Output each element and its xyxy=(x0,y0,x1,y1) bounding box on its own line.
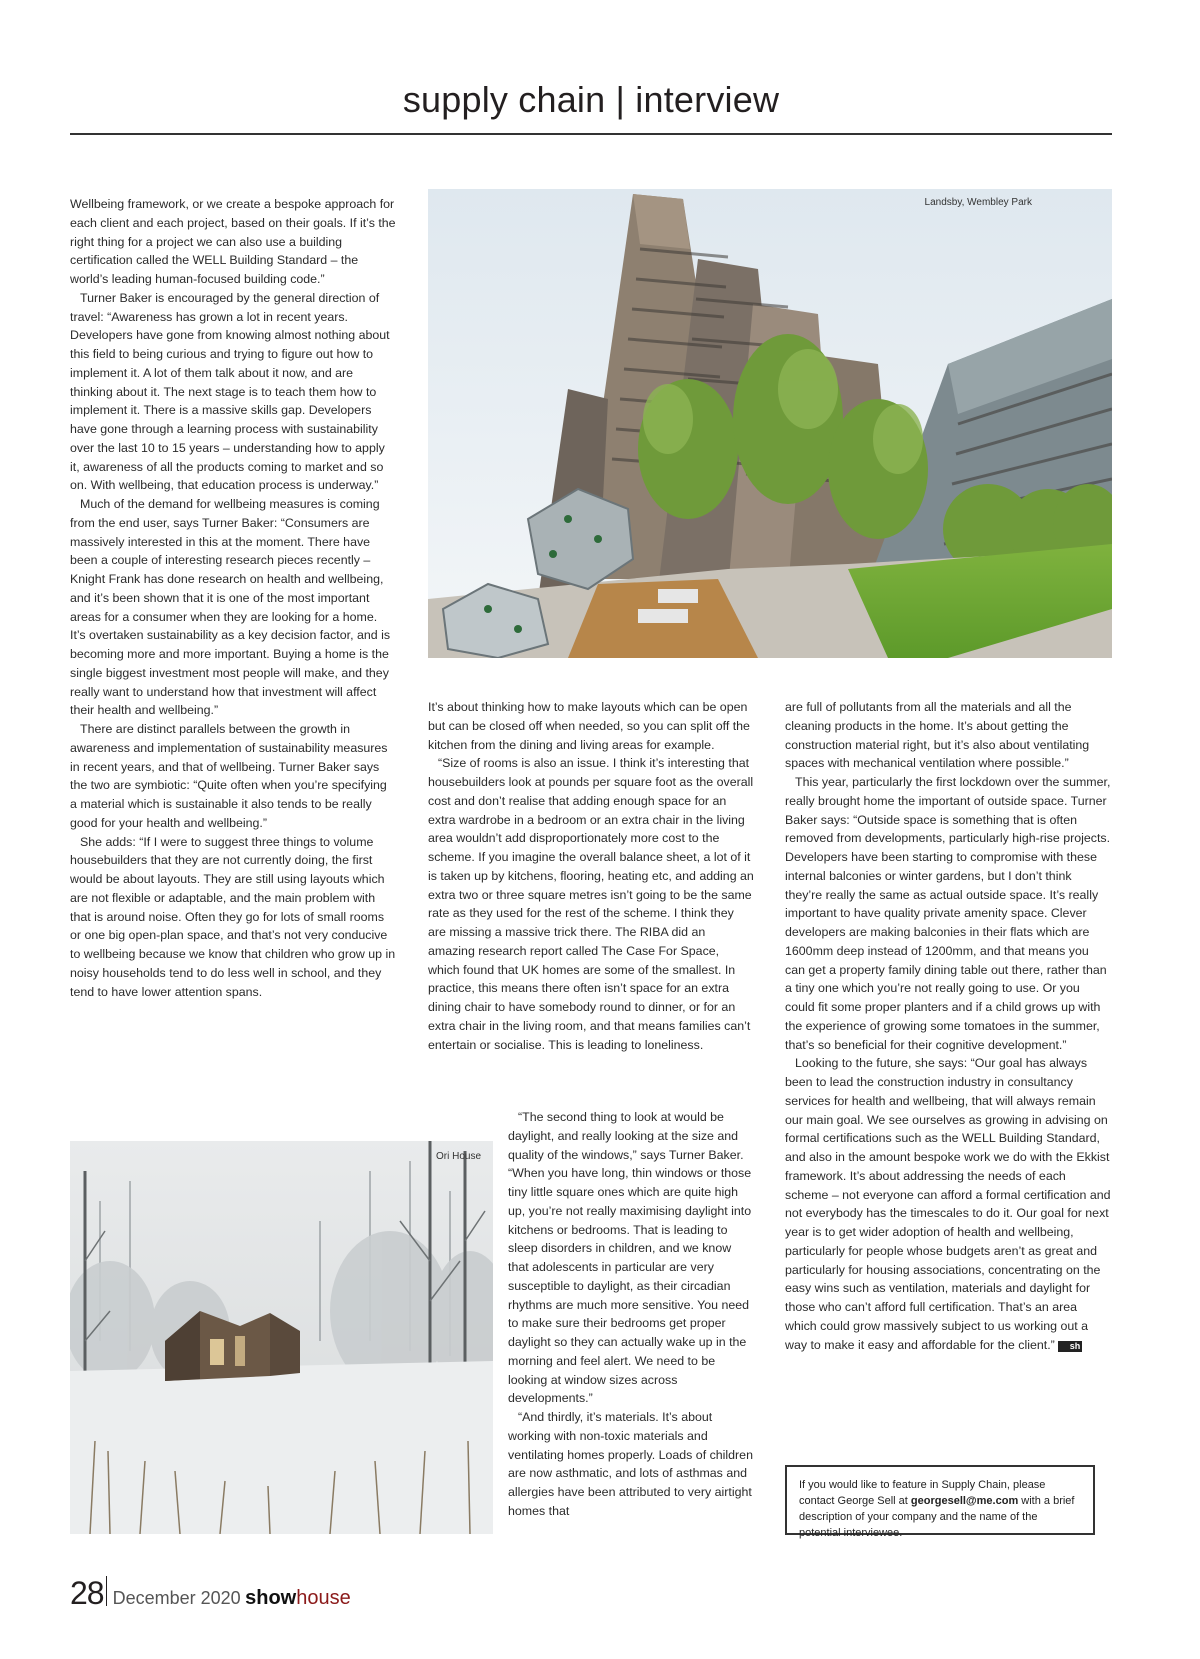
footer-divider xyxy=(106,1576,107,1606)
contact-email[interactable]: georgesell@me.com xyxy=(910,1495,1019,1507)
landsby-wembley-park-photo xyxy=(428,189,1112,658)
col1-paragraph: There are distinct parallels between the growth in awareness and implementation of sustainability measures in recent years, and that of wellbeing. Turner Baker says the two are symbiotic: “Quite often when you’re specifying a material which is sustainable it also tends to be really good for your health and wellbeing.” xyxy=(70,722,388,830)
col3-closing-text: Looking to the future, she says: “Our goal has always been to lead the construction industry in consultancy services for health and wellbeing, that will always remain our main goal. We see ourselves as growing in advising on formal certifications such as the WELL Building Standard, and also in the amount bespoke work we do with the Ekkist framework. It’s about addressing the needs of each scheme – not everyone can afford a formal certification and not everybody has the timescales to do it. Our goal for next year is to get wider adoption of health and wellbeing, particularly for people whose budgets aren’t as great and particularly for housing associations, concentrating on the easy wins such as ventilation, materials and daylight for those who can’t afford full certification. That’s an area which could grow massively subject to us working out a way to make it easy and affordable for the client.” xyxy=(785,1056,1111,1352)
column-3 xyxy=(785,698,1112,1354)
col3-paragraph: This year, particularly the first lockdown over the summer, really brought home the important of outside space. Turner Baker says: “Outside space is something that is often removed from developments, particularly high-rise projects. Developers have been starting to compromise with these internal balconies or winter gardens, but I don’t think they’re really the same as actual outside space. It’s really important to have quality private amenity space. Clever developers are making balconies in their flats which are 1600mm deep instead of 1200mm, and that means you can get a property family dining table out there, rather than a tiny one which you’re not really going to use. Or you could fit some proper planters and if a child grows up with the experience of growing some tomatoes in the summer, that’s so beneficial for their cognitive development.” xyxy=(785,775,1111,1052)
caption-landsby: Landsby, Wembley Park xyxy=(924,197,1032,208)
contact-info-box xyxy=(785,1465,1095,1539)
column-1 xyxy=(70,195,396,1001)
page-number: 28 xyxy=(70,1575,104,1611)
caption-ori-house: Ori House xyxy=(435,1151,481,1162)
header-rule xyxy=(70,133,1112,135)
brand-show: show xyxy=(245,1587,297,1609)
issue-date: December 2020 xyxy=(112,1588,241,1608)
landsby-illustration xyxy=(428,189,1112,658)
ori-house-photo xyxy=(70,1141,493,1534)
col2-paragraph: It’s about thinking how to make layouts which can be open but can be closed off when needed, so you can split off the kitchen from the dining and living areas for example. xyxy=(428,700,750,752)
col3-paragraph xyxy=(785,1054,1112,1354)
col2-paragraph: “Size of rooms is also an issue. I think it’s interesting that housebuilders look at pounds per square foot as the overall cost and don’t realise that adding enough space for an extra wardrobe in a bedroom or an extra chair in the living area wouldn’t add disproportionately more cost to the scheme. If you imagine the overall balance sheet, a lot of it is taken up by kitchens, flooring, heating etc, and adding an extra two or three square metres isn’t going to be the same rate as they used for the rest of the scheme. I think they are missing a massive trick there. The RIBA did an amazing research report called The Case For Space, which found that UK homes are some of the smallest. In practice, this means there often isn’t space for an extra dining chair to have somebody round to dinner, or for an extra chair in the living room, and that means families can’t entertain or socialise. This is leading to loneliness. xyxy=(428,756,754,1052)
page-footer xyxy=(70,1575,351,1615)
col1-paragraph: Turner Baker is encouraged by the general direction of travel: “Awareness has grown a lot in recent years. Developers have gone from knowing almost nothing about this field to being curious and trying to figure out how to implement it. A lot of them talk about it now, and are thinking about it. The next stage is to teach them how to implement it. There is a massive skills gap. Developers have gone through a learning process with sustainability over the last 10 to 15 years – understanding how to apply it, awareness of all the products coming to market and so on. With wellbeing, that education process is underway.” xyxy=(70,290,390,493)
end-mark: sh xyxy=(1058,1341,1083,1352)
ori-house-illustration xyxy=(70,1141,493,1534)
brand-house: house xyxy=(296,1587,351,1609)
col1-paragraph: Much of the demand for wellbeing measures is coming from the end user, says Turner Baker: “Consumers are massively interested in this at the moment. There have been a couple of interesting research pieces recently – Knight Frank has done research on health and wellbeing, and it’s been shown that it is one of the most important areas for a consumer when they are looking for a home. It’s overtaken sustainability as a key decision factor, and is becoming more and more important. Buying a home is the single biggest investment most people will make, and they really want to understand how that investment will affect their health and wellbeing.” xyxy=(70,497,391,718)
info-text-after: with a brief description of your company and the name of the potential interviewee. xyxy=(799,1495,1075,1539)
section-title: supply chain | interview xyxy=(402,79,780,120)
col3-paragraph: are full of pollutants from all the materials and all the cleaning products in the home. It’s about getting the construction material right, but it’s also about ventilating spaces with mechanical ventilation where possible.” xyxy=(785,700,1090,771)
col2-paragraph: “And thirdly, it’s materials. It’s about working with non-toxic materials and ventilating homes properly. Loads of children are now asthmatic, and lots of asthmas and allergies have been attributed to very airtight homes that xyxy=(508,1410,753,1518)
col2-paragraph: “The second thing to look at would be daylight, and really looking at the size and quality of the windows,” says Turner Baker. “When you have long, thin windows or those tiny little square ones which are quite high up, you’re not really maximising daylight into kitchens or bedrooms. That is leading to sleep disorders in children, and we know that adolescents in particular are very susceptible to daylight, as their circadian rhythms are much more sensitive. You need to make sure their bedrooms get proper daylight so they can actually wake up in the morning and feel alert. We need to be looking at window sizes across developments.” xyxy=(508,1110,752,1406)
col1-paragraph: She adds: “If I were to suggest three things to volume housebuilders that they are not currently doing, the first would be about layouts. They are still using layouts which are not flexible or adaptable, and the main problem with that is around noise. Often they go for lots of small rooms or one big open-plan space, and that’s not very conducive to wellbeing because we know that children who grow up in noisy households tend to do less well in school, and they tend to have lower attention spans. xyxy=(70,834,396,999)
info-text-before: If you would like to feature in Supply Chain, please contact George Sell at xyxy=(799,1479,1046,1507)
column-2-upper xyxy=(428,698,754,1054)
col1-paragraph: Wellbeing framework, or we create a bespoke approach for each client and each project, based on their goals. If it’s the right thing for a project we can also use a building certification called the WELL Building Standard – the world’s leading human-focused building code.” xyxy=(70,197,396,286)
column-2-lower xyxy=(508,1108,754,1521)
